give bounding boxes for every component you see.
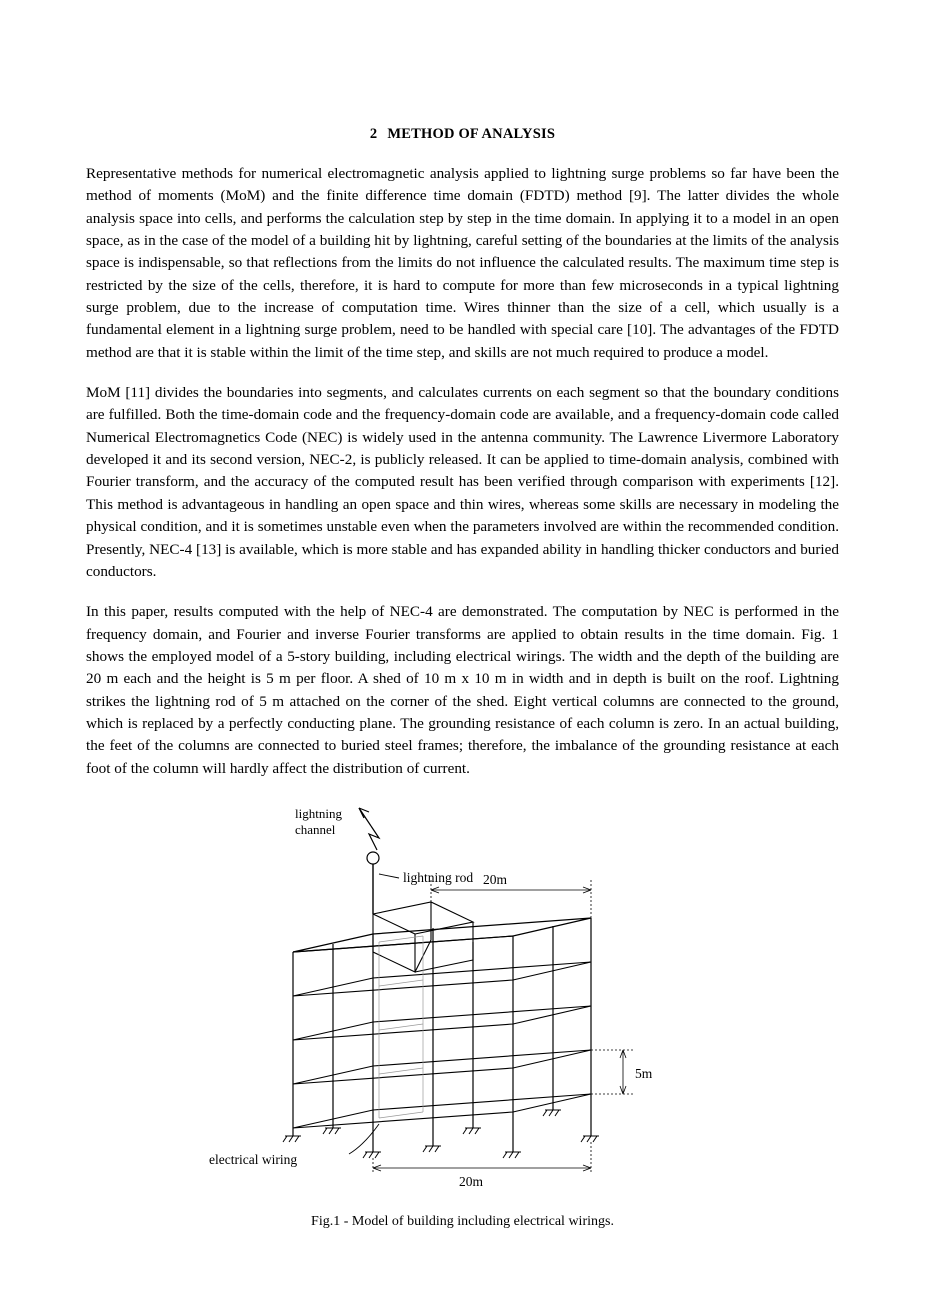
floor-height-label: 5m — [634, 1065, 652, 1081]
top-dimension — [431, 880, 591, 918]
lightning-strike-zigzag — [369, 826, 379, 850]
roof-slab — [293, 918, 591, 952]
electrical-wiring-leader — [349, 1124, 379, 1154]
lightning-rod-leader — [379, 874, 399, 878]
paragraph-3: In this paper, results computed with the help of NEC-4 are demonstrated. The computation by NEC is performed in the frequency domain, and Fourier and inverse Fourier transforms are applied to obtain results in the time domain. Fig. 1 shows the employed model of a 5-story building, including electrical wirings. The width and the depth of the building are 20 m each and the height is 5 m per floor. A shed of 10 m x 10 m in width and in depth is built on the roof. Lightning strikes the lightning rod of 5 m attached on the corner of the shed. Eight vertical columns are connected to the ground, which is replaced by a perfectly conducting plane. The grounding resistance of each column is zero. In an actual building, the feet of the columns are connected to buried steel frames; therefore, the imbalance of the grounding resistance at each foot of the column will hardly affect the distribution of current. — [86, 603, 839, 777]
paragraph-1: Representative methods for numerical electromagnetic analysis applied to lightning surge problems so far have been the method of moments (MoM) and the finite difference time domain (FDTD) method [9]. The latter divides the whole analysis space into cells, and performs the calculation step by step in the time domain. In applying it to a model in an open space, as in the case of the model of a building hit by lightning, careful setting of the boundaries at the limits of the analysis space is indispensable, so that reflections from the limits do not influence the calculated results. The maximum time step is restricted by the size of the cells, therefore, it is hard to compute for more than few microseconds in a typical lightning surge problem, due to the increase of computation time. Wires thinner than the size of a cell, which usually is a fundamental element in a lightning surge problem, need to be handled with special care [10]. The advantages of the FDTD method are that it is stable within the limit of the time step, and skills are not much required to produce a model. — [86, 165, 839, 361]
lightning-channel-label-line1: lightning — [294, 805, 342, 821]
top-width-label: 20m — [482, 871, 507, 887]
lightning-channel-label-line2: channel — [294, 821, 335, 837]
floor-height-dimension — [591, 1050, 635, 1094]
figure-caption: Fig.1 - Model of building including electrical wirings. — [311, 1213, 614, 1229]
building-model-diagram — [183, 802, 743, 1192]
electrical-wiring-shaft — [379, 936, 423, 1118]
column-feet — [293, 1094, 591, 1152]
floor-slabs — [293, 962, 591, 1128]
lightning-source-circle — [367, 852, 379, 864]
figure-1 — [86, 802, 839, 1230]
lightning-rod-label: lightning rod — [402, 869, 473, 885]
paragraph-2: MoM [11] divides the boundaries into segments, and calculates currents on each segment so that the boundary conditions are fulfilled. Both the time-domain code and the frequency-domain code are available, and a frequency-domain code called Numerical Electromagnetics Code (NEC) is widely used in the antenna community. The Lawrence Livermore Laboratory developed it and its second version, NEC-2, is publicly released. It can be applied to time-domain analysis, combined with Fourier transform, and the accuracy of the computed result has been verified through comparison with experiments [12]. This method is advantageous in handling an open space and thin wires, whereas some skills are necessary in modeling the physical condition, and it is sometimes unstable even when the parameters involved are within the recommended condition. Presently, NEC-4 [13] is available, which is more stable and has expanded ability in handling thicker conductors and buried conductors. — [86, 384, 839, 580]
vertical-columns — [293, 918, 591, 1128]
base-dimension — [373, 1142, 591, 1174]
page-title — [86, 126, 839, 143]
base-width-label: 20m — [458, 1173, 483, 1189]
section-number: 2 — [369, 126, 378, 142]
electrical-wiring-label: electrical wiring — [208, 1151, 297, 1167]
section-title: METHOD OF ANALYSIS — [387, 126, 556, 142]
